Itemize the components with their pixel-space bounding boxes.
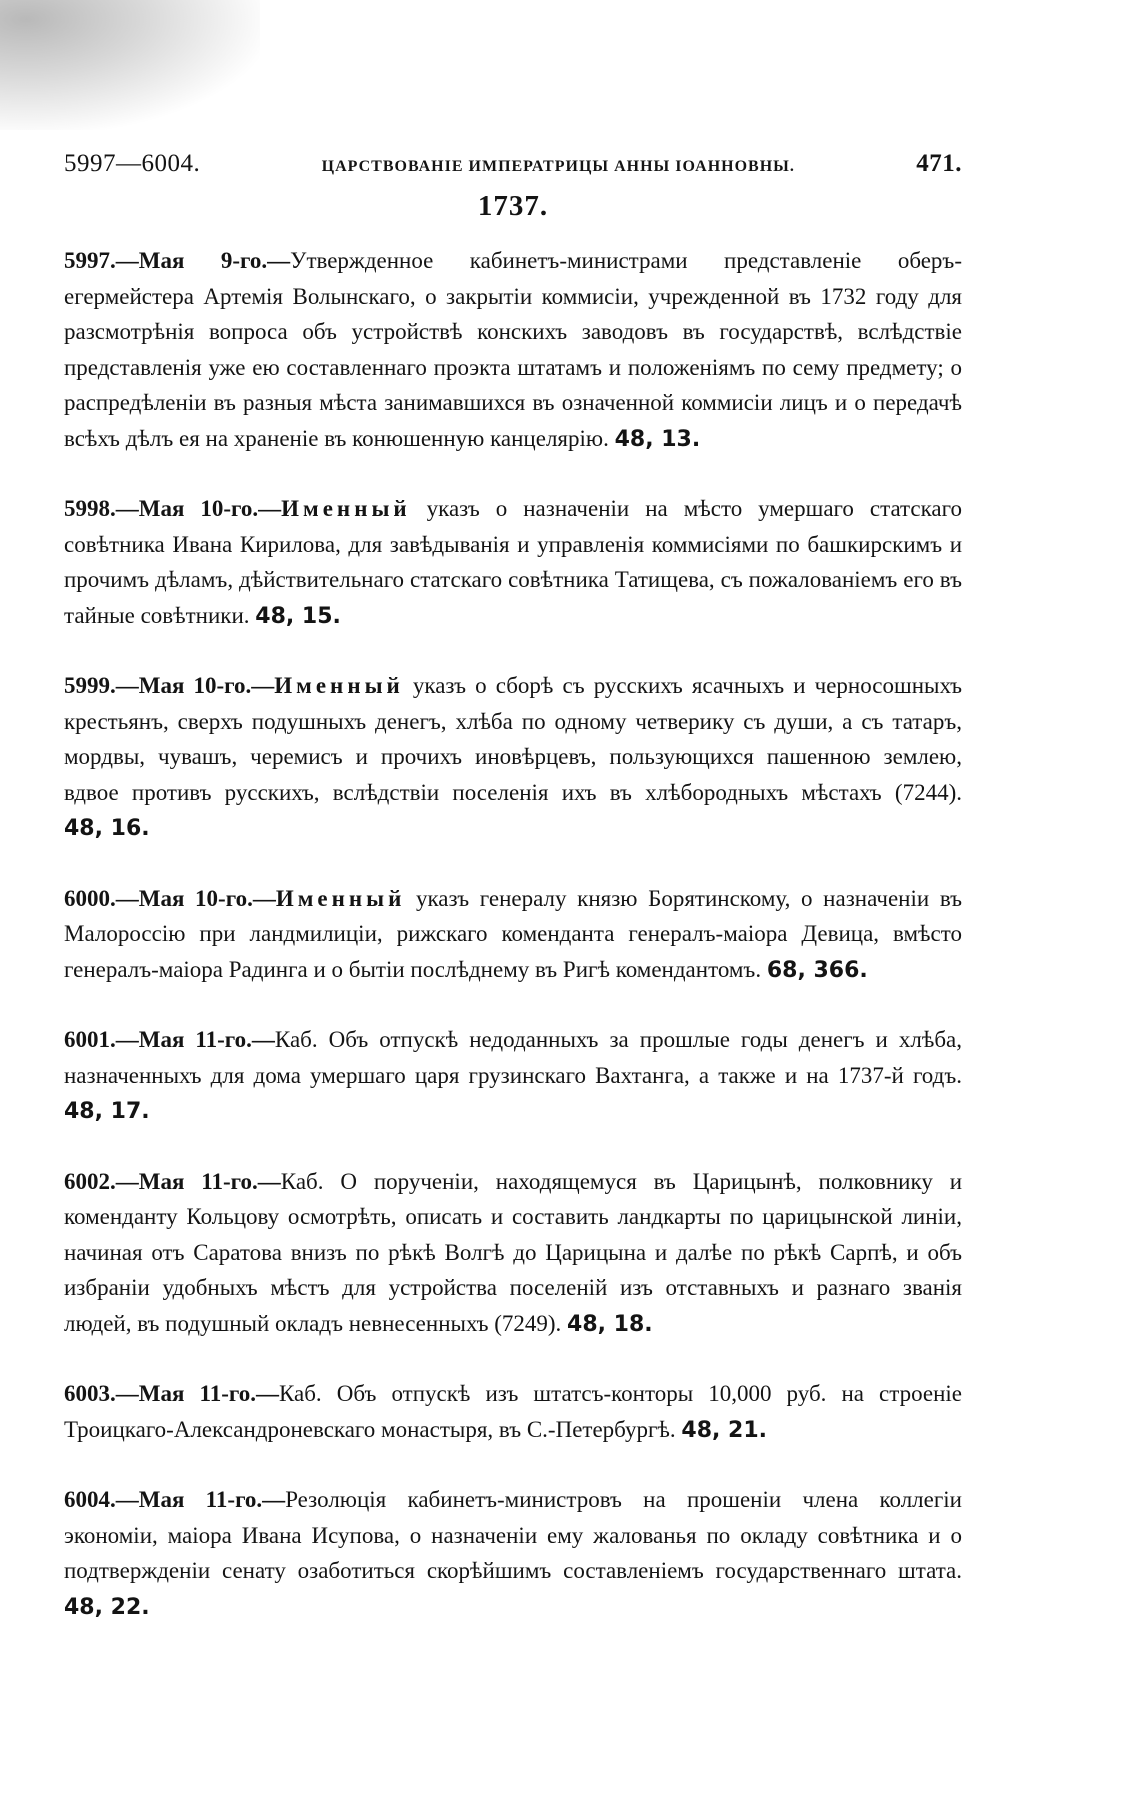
- entry-date: —Мая 9-го.—: [115, 248, 291, 273]
- entry-date: —Мая 11-го.—: [115, 1381, 279, 1406]
- entry-text: Каб. Объ отпускѣ недоданныхъ за прошлые годы денегъ и хлѣба, назначенныхъ для дома умершаго царя грузинскаго Вахтанга, а также и на 1737-й годъ.: [64, 1027, 962, 1088]
- entry-number: 6002.: [64, 1168, 116, 1194]
- entry-date: —Мая 10-го.—: [115, 673, 275, 698]
- entry-date: —Мая 10-го.—: [115, 885, 276, 911]
- entry-5998: [64, 491, 962, 634]
- entry-reference: 48, 21.: [681, 1417, 768, 1443]
- entry-text: указъ о назначеніи на мѣсто умершаго статскаго совѣтника Ивана Кирилова, для завѣдыванія и управленія коммисіями по башкирскимъ и прочимъ дѣламъ, дѣйствительнаго статскаго совѣтника Татищева, съ пожалованіемъ его въ тайные совѣтники.: [64, 496, 962, 628]
- entry-kind: Именный: [274, 673, 404, 698]
- entry-5997: [64, 243, 962, 457]
- entry-number: 6004.: [64, 1487, 116, 1512]
- entry-reference: 68, 366.: [766, 957, 868, 983]
- entry-text: Резолюція кабинетъ-министровъ на прошеніи члена коллегіи экономіи, маіора Ивана Исупова, о назначеніи ему жалованья по окладу совѣтника и о подтвержденіи сенату озаботиться скорѣйшимъ составленіемъ государственнаго штата.: [64, 1487, 962, 1583]
- entry-range: 5997—6004.: [64, 150, 201, 177]
- entry-number: 6003.: [64, 1381, 116, 1406]
- entry-kind: Именный: [275, 885, 406, 911]
- entry-6004: [64, 1482, 962, 1625]
- entry-date: —Мая 11-го.—: [115, 1487, 286, 1512]
- entry-reference: 48, 17.: [64, 1099, 150, 1124]
- document-page: [64, 150, 962, 1659]
- year-heading: 1737.: [477, 190, 549, 222]
- entry-reference: 48, 13.: [614, 426, 701, 452]
- page-number: 471.: [916, 150, 962, 177]
- entry-text: Каб. О порученіи, находящемуся въ Царицынѣ, полковнику и коменданту Кольцову осмотрѣть, описать и составить ландкарты по царицынской линіи, начиная отъ Саратова внизъ по рѣкѣ Волгѣ до Царицына и далѣе по рѣкѣ Сарпѣ, и объ избраніи удобныхъ мѣстъ для устройства поселеній изъ отставныхъ и разнаго званія людей, въ подушный окладъ невнесенныхъ (7249).: [64, 1168, 963, 1336]
- entry-number: 5999.: [64, 673, 116, 698]
- entry-reference: 48, 15.: [255, 603, 341, 629]
- entry-number: 5997.: [64, 248, 116, 273]
- entry-date: —Мая 11-го.—: [115, 1027, 275, 1052]
- entry-6003: [64, 1376, 962, 1448]
- entry-reference: 48, 18.: [567, 1311, 653, 1337]
- entry-date: —Мая 11-го.—: [115, 1168, 281, 1194]
- running-title: ЦАРСТВОВАНІЕ ИМПЕРАТРИЦЫ АННЫ ІОАННОВНЫ.: [321, 158, 795, 175]
- entry-6002: [64, 1164, 962, 1343]
- entry-text: указъ о сборѣ съ русскихъ ясачныхъ и черносошныхъ крестьянъ, сверхъ подушныхъ денегъ, хлѣба по одному четверику съ души, а съ татаръ, мордвы, чувашъ, черемисъ и прочихъ иновѣрцевъ, пользующихся пашенною землею, вдвое противъ русскихъ, вслѣдствіи поселенія ихъ въ хлѣбородныхъ мѣстахъ (7244).: [64, 673, 963, 805]
- entry-5999: [64, 668, 962, 847]
- entry-text: указъ генералу князю Борятинскому, о назначеніи въ Малороссію при ландмилиціи, рижскаго коменданта генералъ-маіора Девица, вмѣсто генералъ-маіора Радинга и о бытіи послѣднему въ Ригѣ комендантомъ.: [64, 885, 963, 982]
- entry-number: 5998.: [64, 496, 116, 521]
- entry-reference: 48, 22.: [64, 1594, 150, 1620]
- entry-6000: [64, 881, 962, 989]
- entry-date: —Мая 10-го.—: [115, 496, 282, 521]
- running-head: [64, 150, 962, 178]
- entry-text: Каб. Объ отпускѣ изъ штатсъ-конторы 10,000 руб. на строеніе Троицкаго-Александроневскаго монастыря, въ С.-Петербургѣ.: [64, 1381, 962, 1442]
- entry-text: Утвержденное кабинетъ-министрами представленіе оберъ-егермейстера Артемія Волынскаго, о закрытіи коммисіи, учрежденной въ 1732 году для разсмотрѣнія вопроса объ устройствѣ конскихъ заводовъ въ государствѣ, вслѣдствіе представленія уже ею составленнаго проэкта штатамъ и положеніямъ по сему предмету; о распредѣленіи въ разныя мѣста занимавшихся въ означенной коммисіи лицъ и о передачѣ всѣхъ дѣлъ ея на храненіе въ конюшенную канцелярію.: [64, 248, 962, 451]
- scan-shadow: [0, 0, 260, 130]
- entry-kind: Именный: [281, 496, 411, 521]
- entry-reference: 48, 16.: [64, 816, 150, 841]
- entry-number: 6000.: [64, 885, 116, 911]
- entry-6001: [64, 1022, 962, 1130]
- entry-number: 6001.: [64, 1027, 116, 1052]
